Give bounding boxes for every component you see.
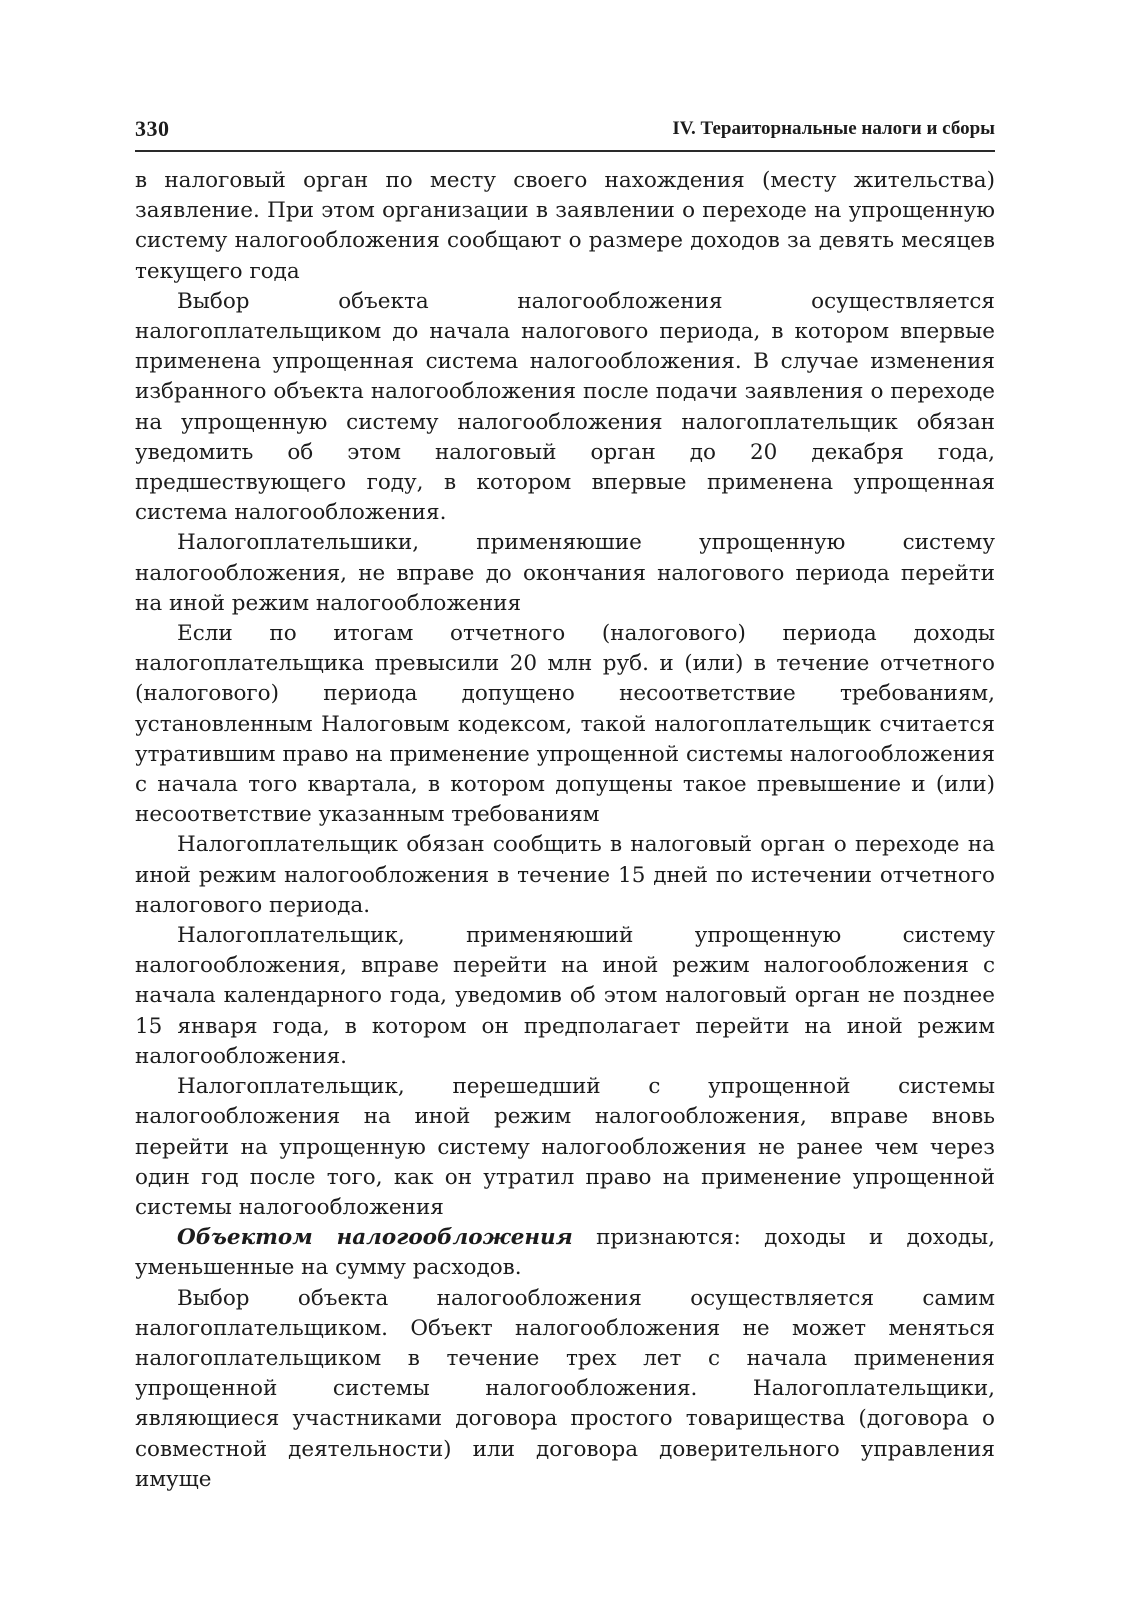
paragraph-object-choice-deadline: Выбор объекта налогообложения осуществляется налогоплательщиком до начала налогового периода, в котором впервые применена упрощенная система налогообложения. В случае изменения избранного объекта налогообложения после подачи заявления о переходе на упрощенную систему налогообложения налогоплательщик обязан уведомить об этом налоговый орган до 20 декабря года, предшествующего году, в котором впервые применена упрощенная система налогообложения. <box>135 288 995 526</box>
paragraph-object-selection: Выбор объекта налогообложения осуществляется самим налогоплательщиком. Объект налогообложения не может меняться налогоплательщиком в течение трех лет с начала применения упрощенной системы налогообложения. Налогоплательщики, являющиеся участниками договора простого товарищества (договора о совместной деятельности) или договора доверительного управления имуще <box>135 1285 995 1492</box>
page-number: 330 <box>135 116 170 141</box>
paragraph-loss-of-right: Если по итогам отчетного (налогового) периода доходы налогоплательщика превысили 20 млн руб. и (или) в течение отчетного (налогового) периода допущено несоответствие требованиям, установленным Налоговым кодексом, такой налогоплательщик считается утратившим право на применение упрощенной системы налогообложения с начала того квартала, в котором допущены такое превышение и (или) несоответствие указанным требованиям <box>135 621 995 828</box>
body-text <box>135 166 995 1495</box>
book-page <box>135 110 995 1495</box>
paragraph-voluntary-switch: Налогоплательщик, применяюший упрощенную систему налогообложения, вправе перейти на иной режим налогообложения с начала календарного года, уведомив об этом налоговый орган не позднее 15 января года, в котором он предполагает перейти на иной режим налогообложения. <box>135 923 995 1069</box>
paragraph-notify-tax-authority: Налогоплательщик обязан сообщить в налоговый орган о переходе на иной режим налогообложения в течение 15 дней по истечении отчетного налогового периода. <box>135 832 995 918</box>
paragraph-continued: в налоговый орган по месту своего нахождения (месту жительства) заявление. При этом организации в заявлении о переходе на упрощенную систему налогообложения сообщают о размере доходов за девять месяцев текущего года <box>135 168 995 284</box>
running-head <box>135 110 995 152</box>
section-title: IV. Тераиторнальные налоги и сборы <box>672 118 995 139</box>
paragraph-taxation-object <box>135 1223 995 1283</box>
paragraph-return-to-simplified: Налогоплательщик, перешедший с упрощенной системы налогообложения на иной режим налогообложения, вправе вновь перейти на упрощенную систему налогообложения не ранее чем через один год после того, как он утратил право на применение упрощенной системы налогообложения <box>135 1074 995 1220</box>
paragraph-no-switch-before-period-end: Налогоплательшики, применяюшие упрощенную систему налогообложения, не вправе до окончания налогового периода перейти на иной режим налогообложения <box>135 530 995 616</box>
paragraph-text: признаются: доходы и доходы, уменьшенные на сумму расходов. <box>135 1225 995 1281</box>
emphasis-term: Объектом налогообложения <box>177 1225 573 1251</box>
